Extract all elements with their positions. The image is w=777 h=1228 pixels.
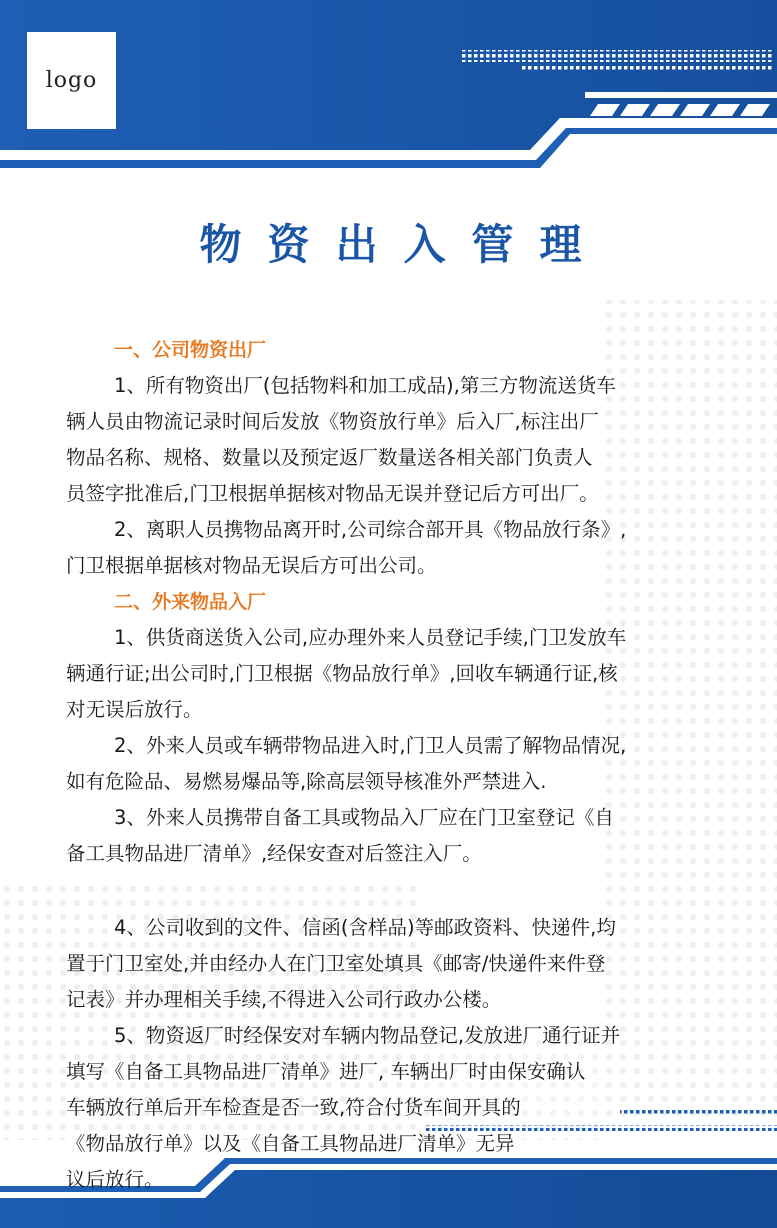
text-line: 议后放行。 [66,1168,164,1191]
text-line: 门卫根据单据核对物品无误后方可出公司。 [66,554,437,577]
text-line: 4、公司收到的文件、信函(含样品)等邮政资料、快递件,均 [114,916,616,939]
section-heading: 一、公司物资出厂 [114,339,267,361]
section-heading: 二、外来物品入厂 [114,591,267,613]
text-line: 2、离职人员携物品离开时,公司综合部开具《物品放行条》, [114,518,627,541]
text-line: 1、所有物资出厂(包括物料和加工成品),第三方物流送货车 [114,374,616,397]
text-line: 物品名称、规格、数量以及预定返厂数量送各相关部门负责人 [66,446,593,469]
page-title: 物资出入管理 [199,220,608,269]
text-line: 员签字批准后,门卫根据单据核对物品无误并登记后方可出厂。 [66,482,599,505]
text-line: 《物品放行单》以及《自备工具物品进厂清单》无异 [66,1132,515,1155]
document-body [66,332,777,1198]
text-line: 2、外来人员或车辆带物品进入时,门卫人员需了解物品情况, [114,734,627,757]
logo-text: logo [45,68,98,93]
text-line: 记表》并办理相关手续,不得进入公司行政办公楼。 [66,988,502,1011]
spacer [66,872,777,910]
text-line: 1、供货商送货入公司,应办理外来人员登记手续,门卫发放车 [114,626,627,649]
text-line: 填写《自备工具物品进厂清单》进厂, 车辆出厂时由保安确认 [66,1060,586,1083]
text-line: 如有危险品、易燃易爆品等,除高层领导核准外严禁进入. [66,770,547,793]
text-line: 辆人员由物流记录时间后发放《物资放行单》后入厂,标注出厂 [66,410,599,433]
text-line: 车辆放行单后开车检查是否一致,符合付货车间开具的 [66,1096,521,1119]
text-line: 置于门卫室处,并由经办人在门卫室处填具《邮寄/快递件来件登 [66,952,606,975]
text-line: 3、外来人员携带自备工具或物品入厂应在门卫室登记《自 [114,806,614,829]
text-line: 对无误后放行。 [66,698,203,721]
text-line: 辆通行证;出公司时,门卫根据《物品放行单》,回收车辆通行证,核 [66,662,618,685]
text-line: 备工具物品进厂清单》,经保安查对后签注入厂。 [66,842,482,865]
logo-placeholder [27,32,116,129]
text-line: 5、物资返厂时经保安对车辆内物品登记,发放进厂通行证并 [114,1024,621,1047]
